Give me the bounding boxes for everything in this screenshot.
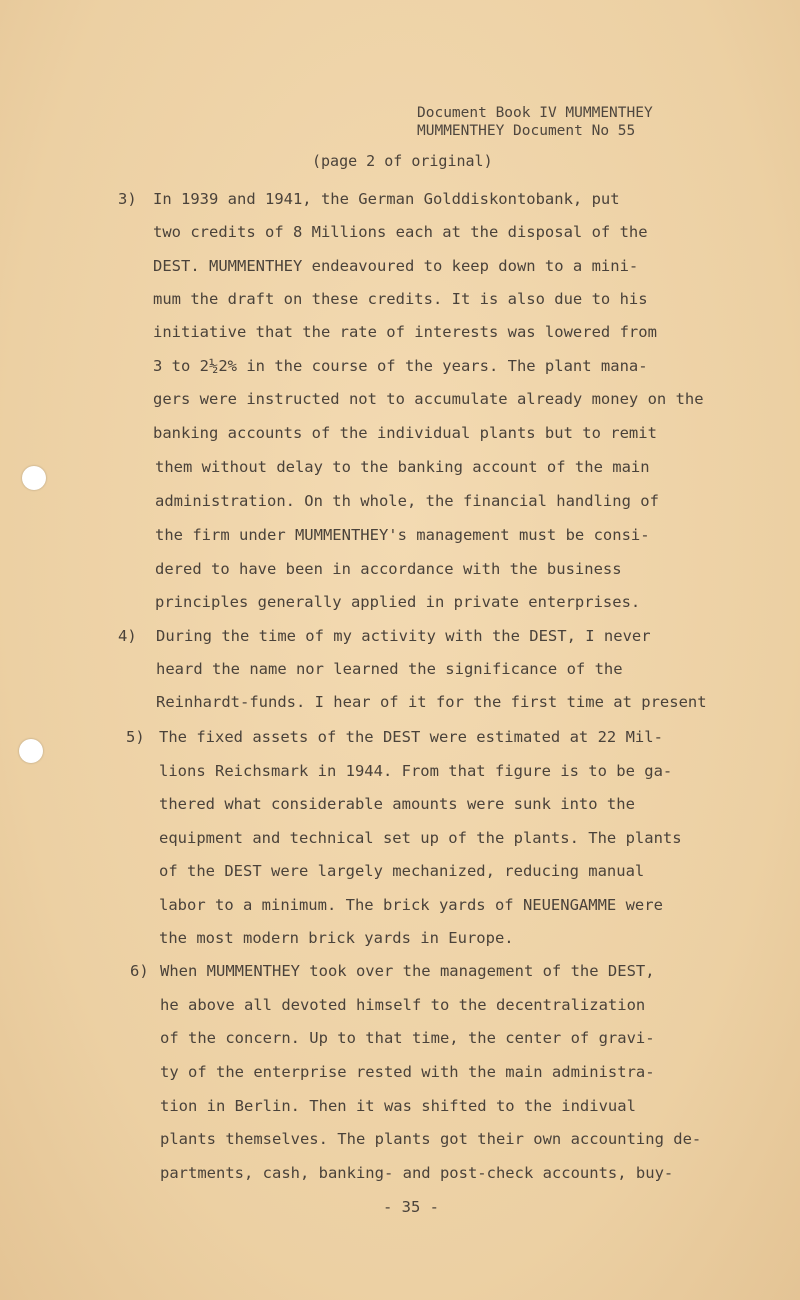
text-line: mum the draft on these credits. It is also due to his bbox=[153, 290, 648, 308]
text-line: 3 to 2½2% in the course of the years. The plant mana- bbox=[153, 357, 648, 375]
text-line: thered what considerable amounts were sunk into the bbox=[159, 795, 635, 813]
text-line: the firm under MUMMENTHEY's management must be consi- bbox=[155, 526, 650, 544]
text-line: principles generally applied in private enterprises. bbox=[155, 593, 641, 611]
text-line: The fixed assets of the DEST were estimated at 22 Mil- bbox=[159, 728, 663, 746]
paragraph-number: 4) bbox=[118, 627, 137, 645]
paragraph-number: 5) bbox=[126, 728, 145, 746]
text-line: labor to a minimum. The brick yards of NEUENGAMME were bbox=[159, 896, 663, 914]
text-line: banking accounts of the individual plants but to remit bbox=[153, 424, 657, 442]
text-line: equipment and technical set up of the plants. The plants bbox=[159, 829, 682, 847]
text-line: In 1939 and 1941, the German Golddiskontobank, put bbox=[153, 190, 620, 208]
punch-hole-top bbox=[22, 466, 46, 490]
text-line: two credits of 8 Millions each at the disposal of the bbox=[153, 223, 648, 241]
header-line-1: Document Book IV MUMMENTHEY bbox=[417, 105, 653, 121]
text-line: the most modern brick yards in Europe. bbox=[159, 929, 514, 947]
text-line: heard the name nor learned the significance of the bbox=[156, 660, 623, 678]
text-line: tion in Berlin. Then it was shifted to the indivual bbox=[160, 1097, 636, 1115]
text-line: of the concern. Up to that time, the center of gravi- bbox=[160, 1029, 655, 1047]
text-line: plants themselves. The plants got their own accounting de- bbox=[160, 1130, 702, 1148]
text-line: partments, cash, banking- and post-check accounts, buy- bbox=[160, 1164, 674, 1182]
text-line: administration. On th whole, the financial handling of bbox=[155, 492, 659, 510]
header-line-2: MUMMENTHEY Document No 55 bbox=[417, 123, 636, 139]
text-line: lions Reichsmark in 1944. From that figure is to be ga- bbox=[159, 762, 673, 780]
paragraph-number: 3) bbox=[118, 190, 137, 208]
text-line: initiative that the rate of interests was lowered from bbox=[153, 323, 657, 341]
text-line: dered to have been in accordance with the business bbox=[155, 560, 622, 578]
text-line: DEST. MUMMENTHEY endeavoured to keep down to a mini- bbox=[153, 257, 639, 275]
text-line: he above all devoted himself to the decentralization bbox=[160, 996, 646, 1014]
page-number: - 35 - bbox=[383, 1198, 439, 1216]
text-line: When MUMMENTHEY took over the management of the DEST, bbox=[160, 962, 655, 980]
punch-hole-bottom bbox=[19, 739, 43, 763]
text-line: During the time of my activity with the DEST, I never bbox=[156, 627, 651, 645]
text-line: them without delay to the banking account of the main bbox=[155, 458, 650, 476]
page-reference: (page 2 of original) bbox=[312, 152, 493, 170]
text-line: Reinhardt-funds. I hear of it for the first time at present bbox=[156, 693, 707, 711]
text-line: gers were instructed not to accumulate already money on the bbox=[153, 390, 704, 408]
document-header bbox=[417, 104, 653, 140]
paragraph-number: 6) bbox=[130, 962, 149, 980]
text-line: of the DEST were largely mechanized, reducing manual bbox=[159, 862, 645, 880]
text-line: ty of the enterprise rested with the main administra- bbox=[160, 1063, 655, 1081]
